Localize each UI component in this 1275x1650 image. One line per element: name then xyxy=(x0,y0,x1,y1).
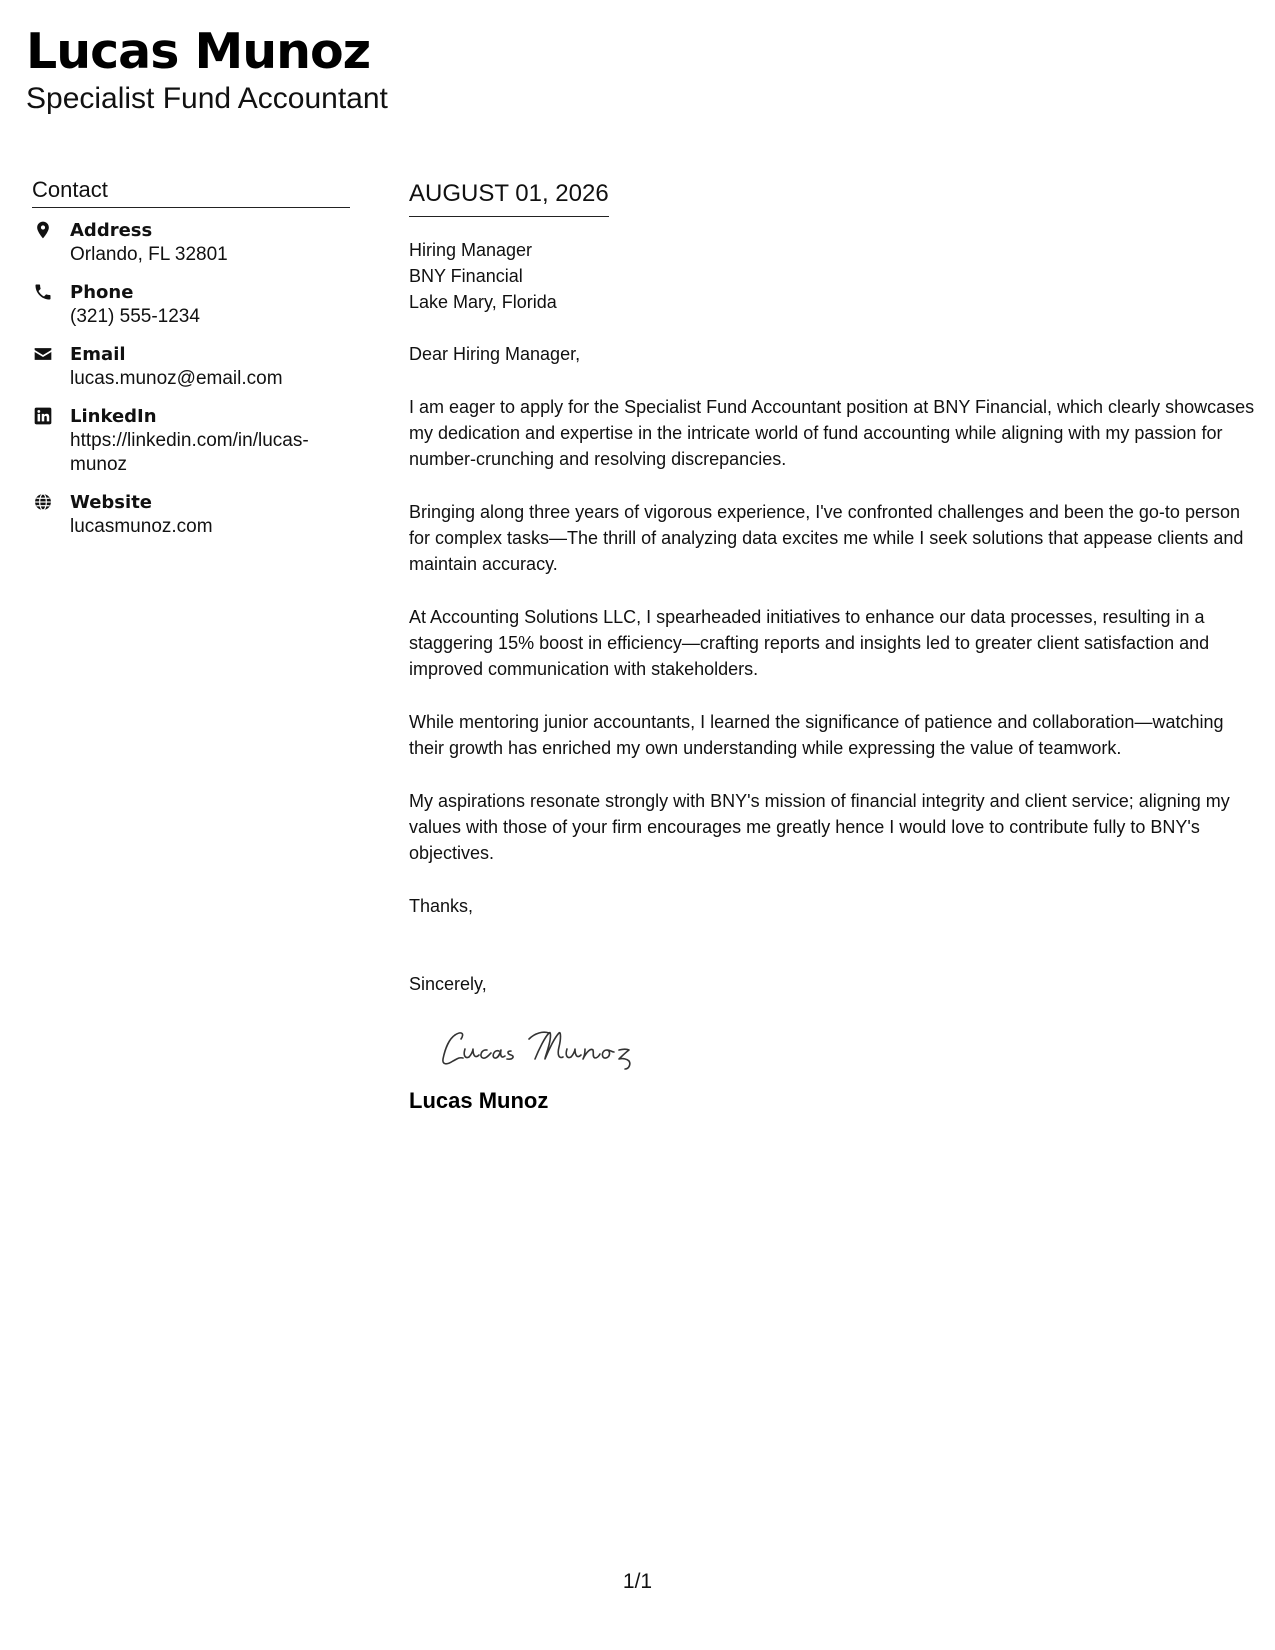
body-paragraph: I am eager to apply for the Specialist Fund Accountant position at BNY Financial, which clearly showcases my dedication and expertise in the intricate world of fund accounting while aligning with my passion for number-crunching and resolving discrepancies. xyxy=(409,397,1255,469)
contact-item-linkedin xyxy=(32,405,352,477)
thanks-line: Thanks, xyxy=(409,896,474,916)
recipient-block xyxy=(409,237,1259,315)
phone-value: (321) 555-1234 xyxy=(70,306,200,327)
page-number: 1/1 xyxy=(622,1570,653,1593)
linkedin-value[interactable]: https://linkedin.com/in/lucas-munoz xyxy=(70,430,309,475)
contact-sidebar xyxy=(32,176,352,553)
contact-item-website xyxy=(32,491,352,539)
body-paragraph: My aspirations resonate strongly with BNY's mission of financial integrity and client service; aligning my values with those of your firm encourages me greatly hence I would love to contribute fully to BNY's objectives. xyxy=(409,791,1230,863)
applicant-name: Lucas Munoz xyxy=(26,23,371,80)
body-paragraph: While mentoring junior accountants, I learned the significance of patience and collaboration—watching their growth has enriched my own understanding while expressing the value of teamwork. xyxy=(409,712,1224,758)
address-value: Orlando, FL 32801 xyxy=(70,244,228,265)
letter-date: AUGUST 01, 2026 xyxy=(409,178,609,217)
contact-item-phone xyxy=(32,281,352,329)
handwritten-signature xyxy=(435,1017,1259,1087)
globe-icon xyxy=(32,491,54,513)
phone-icon xyxy=(32,281,54,303)
linkedin-label: LinkedIn xyxy=(70,406,157,427)
recipient-line: Lake Mary, Florida xyxy=(409,292,557,312)
recipient-line: BNY Financial xyxy=(409,266,523,286)
letter-header xyxy=(26,22,926,116)
address-label: Address xyxy=(70,220,153,241)
contact-item-address xyxy=(32,219,352,267)
envelope-icon xyxy=(32,343,54,365)
body-paragraph: Bringing along three years of vigorous experience, I've confronted challenges and been the go-to person for complex tasks—The thrill of analyzing data excites me while I seek solutions that appease clients and maintain accuracy. xyxy=(409,502,1244,574)
letter-body xyxy=(409,178,1259,1115)
contact-item-email xyxy=(32,343,352,391)
body-paragraph: At Accounting Solutions LLC, I spearheaded initiatives to enhance our data processes, resulting in a staggering 15% boost in efficiency—crafting reports and insights led to greater client satisfaction and improved communication with stakeholders. xyxy=(409,607,1210,679)
signer-name: Lucas Munoz xyxy=(409,1088,549,1113)
website-value[interactable]: lucasmunoz.com xyxy=(70,516,213,537)
email-value[interactable]: lucas.munoz@email.com xyxy=(70,368,283,389)
website-label: Website xyxy=(70,492,153,513)
email-label: Email xyxy=(70,344,126,365)
salutation: Dear Hiring Manager, xyxy=(409,344,581,364)
recipient-line: Hiring Manager xyxy=(409,240,533,260)
closing-line: Sincerely, xyxy=(409,974,487,994)
contact-heading: Contact xyxy=(32,176,350,208)
linkedin-icon xyxy=(32,405,54,427)
phone-label: Phone xyxy=(70,282,134,303)
applicant-title: Specialist Fund Accountant xyxy=(26,82,388,115)
map-pin-icon xyxy=(32,219,54,241)
